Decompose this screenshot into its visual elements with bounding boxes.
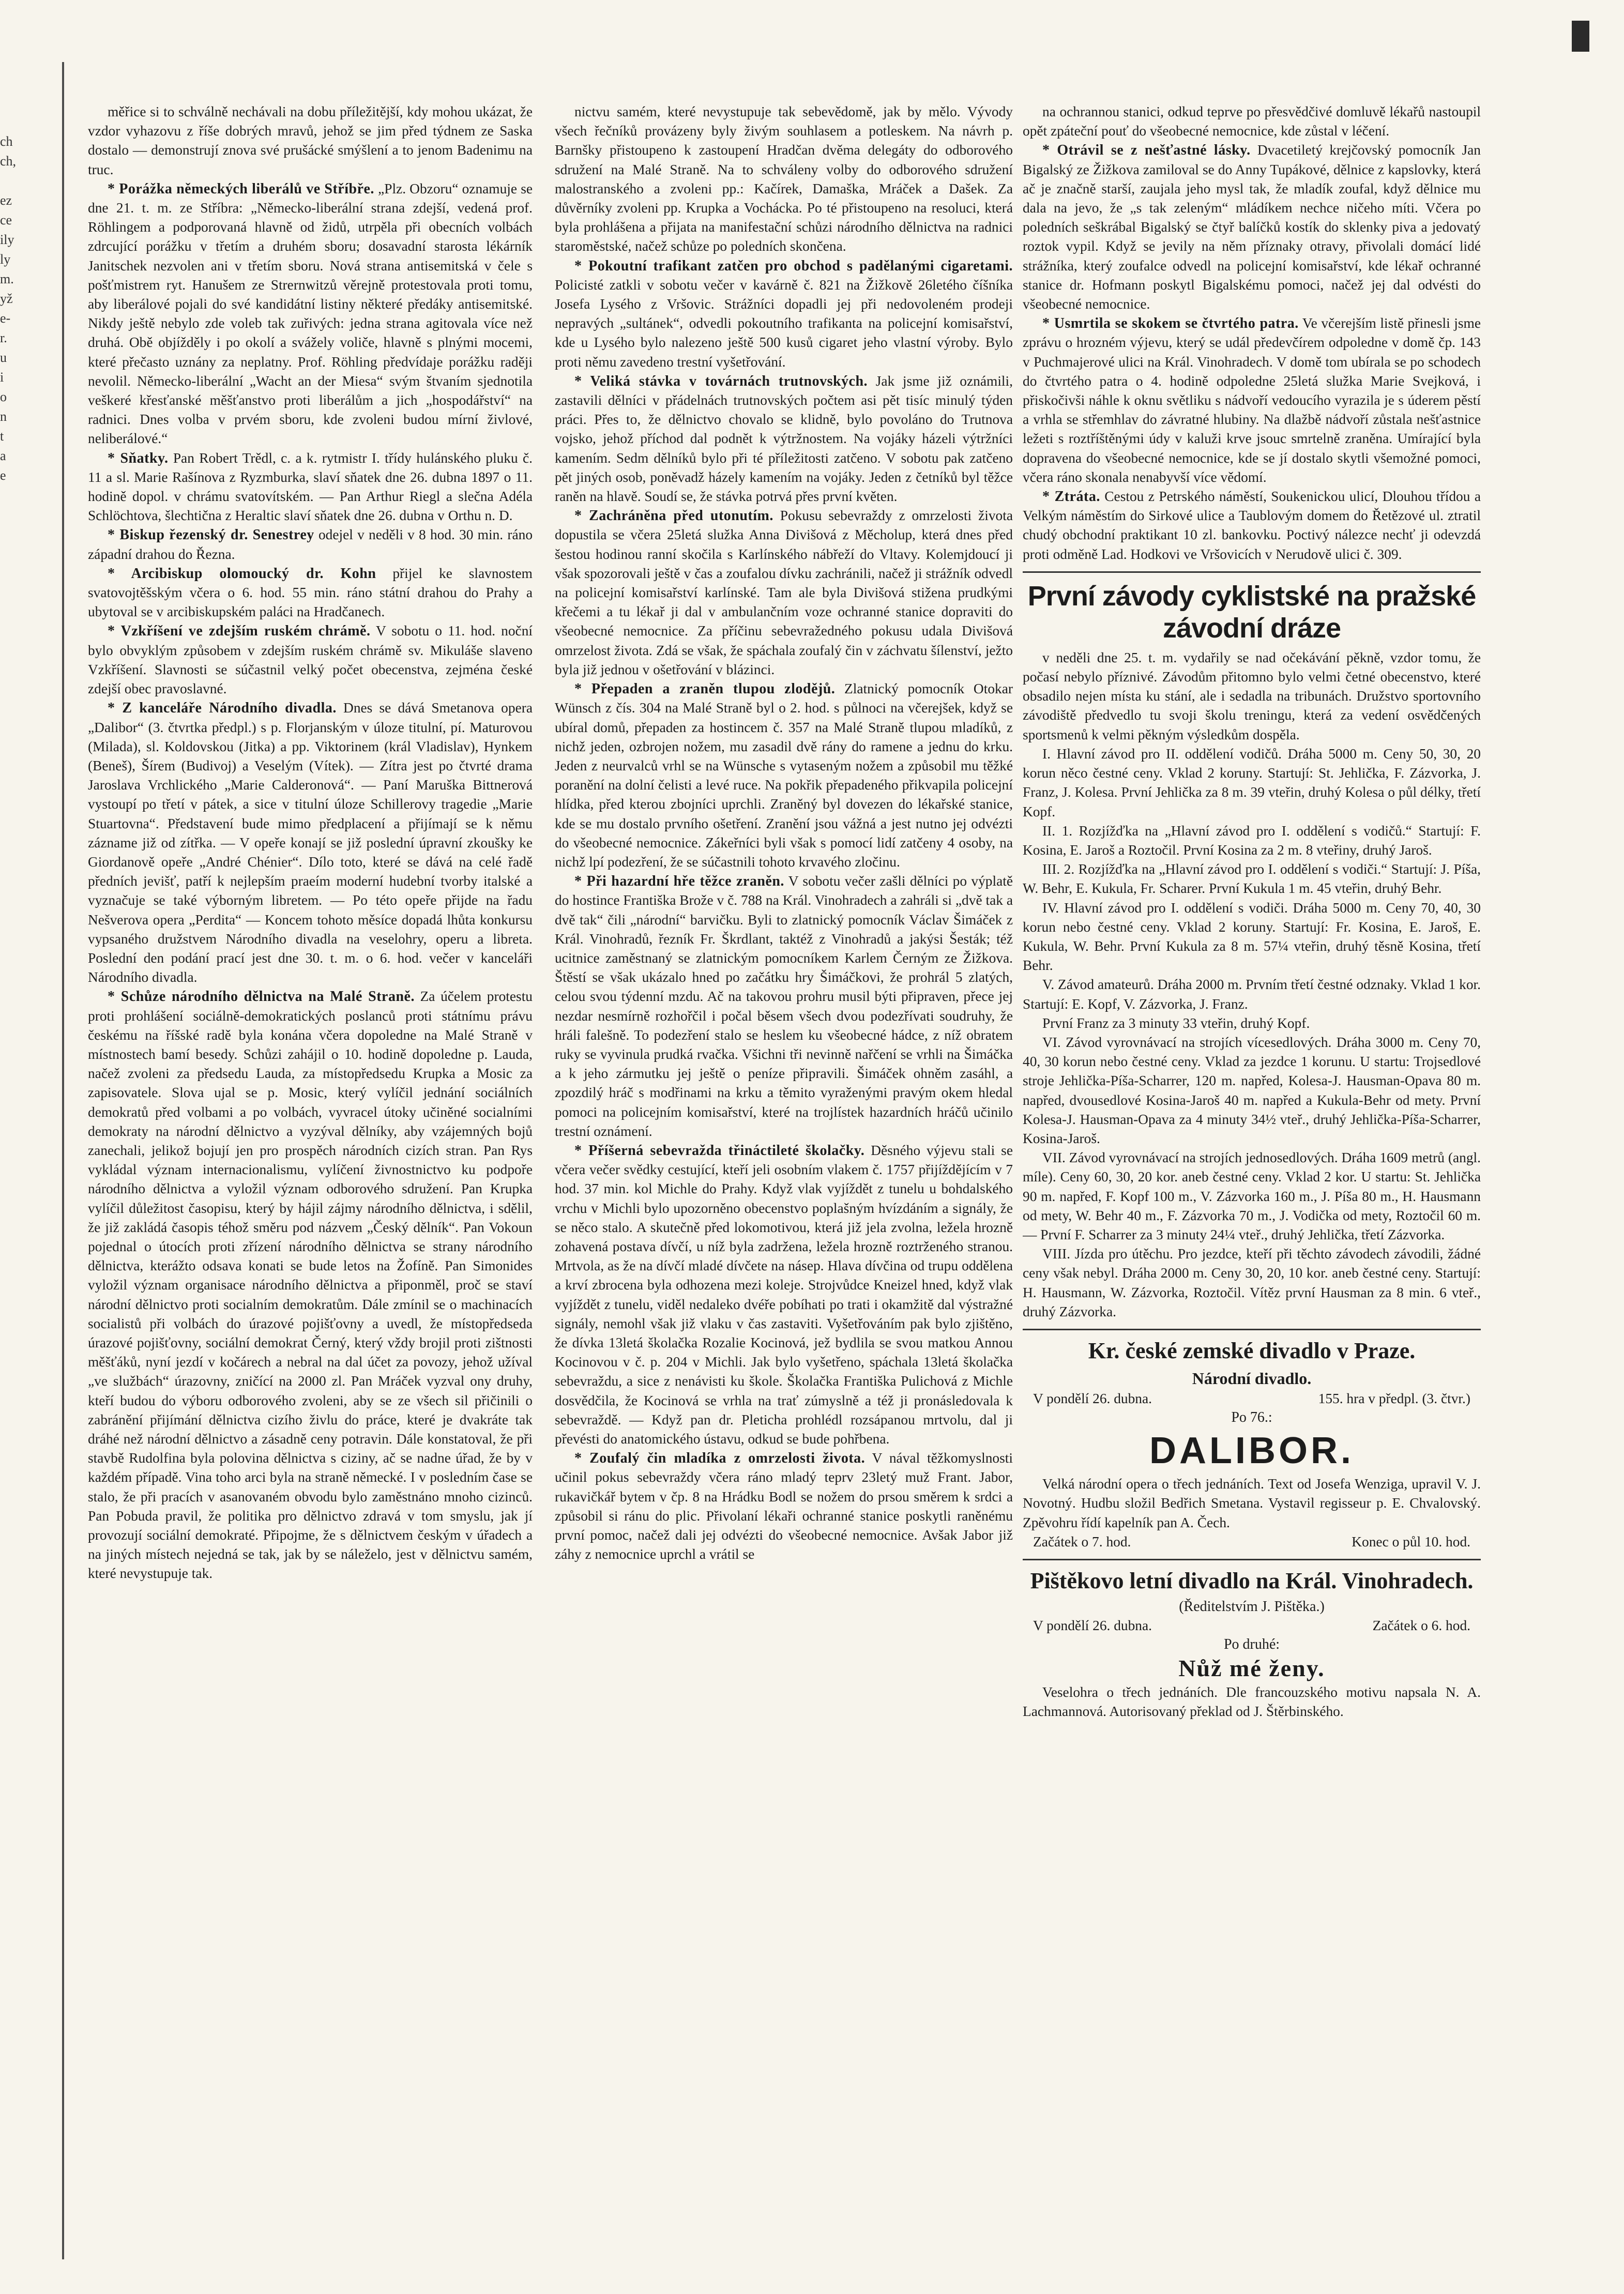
news-article — [555, 372, 1013, 506]
article-body: Dnes se dává Smetanova opera „Dalibor“ (3. čtvrtka předpl.) s p. Florjanským v úloze titulní, pí. Maturovou (Milada), sl. Koldovskou (Jitka) a pp. Viktorinem (král Vladislav), Hynkem (Beneš), Šírem (Budivoj) a Veselým (Vítek). — Zítra jest po čtvrté drama Jaroslava Vrchlického „Marie Calderonová“. — Paní Maruška Bittnerová vystoupí po třetí v pátek, a sice v titulní úloze Schillerovy tragedie „Marie Stuartovna“. Představení bude mimo předplacení a přijímají se k němu zázname již od zítřka. — V opeře konají se již poslední úpravní zkoušky ke Giordanově opeře „André Chénier“. Dílo toto, které se dává na celé řadě předních jevišť, patří k nejlepším praeím moderní hudební tvorby italské a vyznačuje se také výborným libretem. — Po této opeře přijde na řadu Nešverova opera „Perdita“ — Koncem tohoto měsíce dopadá lhůta konkursu vypsaného družstvem Národního divadla na veselohry, operu a libreta. Poslední den podání prací jest dne 30. t. m. o 6. hod. večer v kanceláři Národního divadla. — [88, 700, 533, 985]
summer-theatre-start: Začátek o 6. hod. — [1372, 1618, 1470, 1633]
opera-title: DALIBOR. — [1149, 1430, 1354, 1472]
article-paragraph — [1023, 102, 1481, 141]
news-article — [88, 621, 533, 698]
margin-fragment: u — [0, 350, 7, 365]
article-heading: * Zachráněna před utonutím. — [574, 508, 773, 524]
theatre-director: (Ředitelstvím J. Pištěka.) — [1179, 1599, 1325, 1615]
theatre-date: V pondělí 26. dubna. — [1033, 1390, 1152, 1406]
margin-fragment: o — [0, 389, 7, 404]
section-rule — [1023, 1329, 1481, 1330]
article-paragraph — [88, 102, 533, 179]
summer-theatre-title: Pištěkovo letní divadlo na Král. Vinohradech. — [1030, 1568, 1474, 1593]
margin-fragment: i — [0, 370, 4, 385]
margin-fragment — [0, 171, 21, 191]
article-heading: * Příšerná sebevražda třináctileté školačky. — [574, 1143, 864, 1159]
margin-fragment: r. — [0, 330, 7, 345]
theatre-time-row — [1023, 1532, 1481, 1552]
article-body: Dvacetiletý krejčovský pomocník Jan Bigalský ze Žižkova zamiloval se do Anny Tupákové, dělnice z kapslovky, která ač je značně starší, zaujala jeho mysl tak, že mladík zoufal, když dělnice mu dala na jevo, že „s tak zeleným“ mládíkem nechce ničeho míti. Včera po poledních seškrábal Bigalský se čtyř balíčků kostík do sklenky piva a jedovatý roztok vypil. Když se jevily na něm příznaky otravy, přivolali domácí lidé strážníka, který zoufalce odvedl na policejní komisařství, kde lékař ochranné stanice dr. Hofmann poskytl Bigalskému pomoci, načež jej dal odvésti do všeobecné nemocnice. — [1023, 142, 1481, 312]
margin-fragment: t — [0, 429, 4, 444]
news-article — [88, 987, 533, 1583]
article-paragraph — [1023, 1148, 1481, 1244]
article-body: První Franz za 3 minuty 33 vteřin, druhý Kopf. — [1042, 1015, 1310, 1031]
theatre-date-row — [1023, 1389, 1481, 1408]
article-paragraph — [1023, 860, 1481, 898]
article-body: VI. Závod vyrovnávací na strojích vícesedlových. Dráha 3000 m. Ceny 70, 40, 30 korun nebo čestné ceny. Vklad za jezdce 1 korunu. U startu: Trojsedlové stroje Jehlička-Píša-Scharrer, 120 m. napřed, Kolesa-J. Hausman-Opava 80 m. napřed, dvousedlové Kosina-Jaroš 40 m. napřed a Kukula-Behr od mety. První Kolesa-J. Hausman-Opava za 4 minuty 34½ vteř., druhý Jehlička-Píša-Scharrer, Kosina-Jaroš. — [1023, 1034, 1481, 1146]
previous-page-margin-fragments — [0, 132, 21, 607]
news-article — [1023, 314, 1481, 487]
summer-theatre-date: V pondělí 26. dubna. — [1033, 1618, 1152, 1633]
margin-fragment: a — [0, 448, 6, 463]
column-1 — [88, 102, 533, 2248]
article-body: V sobotu o 11. hod. noční bylo obvyklým způsobem v zdejším ruském chrámě sv. Mikuláše slaveno Vzkříšení. Slavnosti se súčastnil velký počet obecenstva, zejména české zdejší obec pravoslavné. — [88, 623, 533, 697]
margin-fragment: ch, — [0, 154, 17, 169]
gutter-rule — [62, 62, 64, 2259]
article-paragraph — [1023, 1244, 1481, 1321]
article-heading: * Biskup řezenský dr. Senestrey — [108, 527, 314, 543]
play-description: Veselohra o třech jednáních. Dle francouzského motivu napsala N. A. Lachmannová. Autorisovaný překlad od J. Štěrbinského. — [1023, 1684, 1481, 1720]
column-2 — [555, 102, 1013, 2248]
opera-description: Velká národní opera o třech jednáních. Text od Josefa Wenziga, upravil V. J. Novotný. Hudbu složil Bedřich Smetana. Vystavil regisseur p. E. Chvalovský. Zpěvohru řídí kapelník pan A. Čech. — [1023, 1476, 1481, 1530]
article-body: Cestou z Petrského náměstí, Soukenickou ulicí, Dlouhou třídou a Velkým náměstím do Sirkové ulice a Taublovým domem do Řetězové ul. ztratil chudý obchodní praktikant 10 zl. bankovku. Poctivý nálezce nechť ji odevzdá proti odměně Lad. Hodkovi ve Vršovicích v Nerudově ulici č. 309. — [1023, 489, 1481, 562]
article-body: V. Závod amateurů. Dráha 2000 m. Prvním třetí čestné odznaky. Vklad 1 kor. Startují: E. Kopf, V. Zázvorka, J. Franz. — [1023, 977, 1481, 1012]
article-body: v neděli dne 25. t. m. vydařily se nad očekávání pěkně, vzdor tomu, že počasí nebylo příznivé. Závodům přitomno bylo velmi četné obecenstvo, které obsadilo nejen místa ku stání, ale i sedadla na tribunách. Družstvo sportovního závodiště předvedlo tu svoji školu treningu, která za vedení osvědčených sportsmenů k velmi pěkným výsledkům dospěla. — [1023, 649, 1481, 742]
margin-fragment: e — [0, 468, 6, 483]
summer-theatre-date-row — [1023, 1616, 1481, 1635]
news-article — [555, 1449, 1013, 1564]
article-body: Ve včerejším listě přinesli jsme zprávu o hrozném výjevu, který se udál předevčírem odpoledne v domě čp. 143 v Puchmajerové ulici na Král. Vinohradech. V domě tom ubírala se po schodech do čtvrtého patra o 4. hodině odpoledne 25letá služka Marie Svejková, i přiskočivši náhle k oknu světliku s nádvoří vedoucího vyrazila je s úderem pěstí a vrhla se střemhlav do závratné hlubiny. Na dlažbě nádvoří zůstala nešťastnice ležeti s roztříštěnými údy v kaluži krve jsouc smrtelně zraněna. Umírající byla dopravena do všeobecné nemocnice, kde se jí dostalo skytli všemožné pomoci, včera ráno skonala nenabyvší více vědomí. — [1023, 315, 1481, 485]
article-heading: * Otrávil se z nešťastné lásky. — [1042, 142, 1251, 158]
news-article — [88, 179, 533, 449]
article-heading: * Schůze národního dělnictva na Malé Straně. — [108, 989, 415, 1005]
news-article — [555, 679, 1013, 872]
article-body: Pan Robert Trědl, c. a k. rytmistr I. třídy hulánského pluku č. 11 a sl. Marie Rašínova z Ryzmburka, slaví sňatek dne 26. dubna 1897 o 11. hodině dopol. v chrámu svatovítském. — Pan Arthur Riegl a slečna Adéla Schlöchtova, šlechtična z Heraltic slaví sňatek dne 26. dubna v Orthu n. D. — [88, 450, 533, 524]
start-time: Začátek o 7. hod. — [1033, 1533, 1131, 1549]
article-body: III. 2. Rozjížďka na „Hlavní závod pro I. oddělení s vodiči.“ Startují: J. Píša, W. Behr, E. Kukula, Fr. Scharer. První Kukula 1 m. 45 vteřin, druhý Behr. — [1023, 861, 1481, 897]
end-time: Konec o půl 10. hod. — [1352, 1533, 1470, 1549]
play-title: Nůž mé ženy. — [1178, 1655, 1325, 1682]
margin-fragment: yž — [0, 291, 13, 306]
news-article — [555, 256, 1013, 372]
section-rule — [1023, 571, 1481, 573]
article-heading: * Usmrtila se skokem se čtvrtého patra. — [1042, 315, 1299, 331]
news-article — [1023, 141, 1481, 314]
article-heading: * Ztráta. — [1042, 489, 1100, 505]
margin-fragment: m. — [0, 271, 14, 286]
article-body: VII. Závod vyrovnávací na strojích jednosedlových. Dráha 1609 metrů (angl. míle). Ceny 60, 30, 20 kor. aneb čestné ceny. Vklad 2 kor. U startu: St. Jehlička 90 m. napřed, F. Kopf 100 m., V. Zázvorka 160 m., J. Píša 80 m., H. Hausmann od mety, W. Behr 40 m., F. Zázvorka 70 m., J. Vodička od mety, Roztočil 60 m. — První F. Scharrer za 3 minuty 24¼ vteř., druhý Jehlička, třetí Zázvorka. — [1023, 1150, 1481, 1242]
article-heading: * Sňatky. — [108, 450, 168, 466]
article-paragraph — [1023, 975, 1481, 1013]
article-body: Policisté zatkli v sobotu večer v kavárně č. 821 na Žižkově 26letého číšníka Josefa Lysého z Vršovic. Strážníci dopadli jej při nedovoleném prodeji nepravých „sultánek“, odvedli pokoutního trafikanta na policejní komisařství, kde u Lysého bylo nalezeno ještě 500 kusů cigaret jeho vlastní výroby. Bylo proti němu zavedeno trestní vyšetřování. — [555, 277, 1013, 370]
article-body: Děsného výjevu stali se včera večer svědky cestující, kteří jeli osobním vlakem č. 1757 přijíždějícím v 7 hod. 37 min. kol Michle do Prahy. Když vlak vyjíždět z tunelu u bohdalského vrchu v Michli bylo upozorněno obecenstvo poplašným hvízdáním a signály, že se něco stalo. A skutečně před lokomotivou, která již jela zvolna, ležela hrozně zohavená postava dívčí, u níž byla zadržena, ležela hrozně roztrženého stranou. Mrtvola, as že na dívčí mladé dívčete na násep. Hlava dívčina od trupu oddělena a krví zbrocena byla odhozena mezi koleje. Strojvůdce Kneizel hned, když vlak vyjíždět z tunelu, viděl nedaleko dvéře pobíhati po trati i okamžitě dal výstražné signály, nemohl však již vlaku v čas zastaviti. Vyšetřováním pak bylo zjištěno, že dívka 13letá školačka Rozalie Kocinová, jež bydlila se svou matkou Annou Kocinovou v č. p. 204 v Michli. Jak bylo vyšetřeno, spáchala 13letá školačka sebevraždu, a sice z nenávisti ku škole. Školačka Františka Pulichová z Michle dosvědčila, že Kocinová se vrhla na trať zúmyslně a též ji pronásledovala k sebevraždě. — Když pan dr. Pleticha prohlédl rozsápanou mrtvolu, dal ji převésti do anatomického ústavu, odkud se bude pohřbena. — [555, 1142, 1013, 1447]
margin-fragment: ce — [0, 212, 12, 227]
article-body: I. Hlavní závod pro II. oddělení vodičů. Dráha 5000 m. Ceny 50, 30, 20 korun něco čestné ceny. Vklad 2 koruny. Startují: St. Jehlička, F. Zázvorka, J. Franz, J. Kolesa. První Jehlička za 8 m. 39 vteřin, druhý Kolesa o půl délky, třetí Kopf. — [1023, 746, 1481, 819]
article-heading: * Při hazardní hře těžce zraněn. — [574, 873, 784, 889]
news-article — [555, 872, 1013, 1141]
article-body: IV. Hlavní závod pro I. oddělení s vodiči. Dráha 5000 m. Ceny 70, 40, 30 korun nebo čestné ceny. Vklad 2 koruny. Startují: Fr. Kosina, E. Jaroš, E. Kukula, W. Behr. První Kukula za 8 m. 57¼ vteřin, druhý těsně Kosina, třetí Behr. — [1023, 900, 1481, 974]
margin-fragment: e- — [0, 311, 11, 326]
article-heading: * Porážka německých liberálů ve Stříbře. — [108, 181, 374, 197]
margin-fragment: ly — [0, 252, 11, 267]
margin-fragment: ez — [0, 193, 12, 208]
article-body: nictvu samém, které nevystupuje tak sebevědomě, jak by mělo. Vývody všech řečníků provázeny byly živým souhlasem a potleskem. Na návrh p. Barnšky přistoupeno k zastoupení Hradčan dvěma delegáty do odborového sdružení na Malé Straně. Na to schváleny volby do odborového sdružení malostranského a zvoleni pp.: Kačírek, Damaška, Mráček a Dašek. Za důvěrníky zvoleni pp. Krupka a Vochácka. Po té přistoupeno na resoluci, která byla prohlášena a přijata na manifestační schůzi národního dělnictva na radnici staroměstské, načež schůze po poledních skončena. — [555, 104, 1013, 254]
margin-fragment: ch — [0, 134, 13, 149]
article-body: Za účelem protestu proti prohlášení sociálně-demokratických poslanců proti státnímu právu českému na říšské radě byla konána včera dopoledne na Malé Straně v místnostech bamí besedy. Schůzi zahájil o 10. hodině dopoledne p. Lauda, načež zvoleni za předsedu Lauda, za místopředsedu Krupka a Mosic za zapisovatele. Slova ujal se p. Mosic, který vylíčil jednání sociálních demokratů před volbami a po volbách, vyvracel útoky učiněné socialními demokraty na národní dělnictvo a vyzýval dělníky, aby vzájemných bojů zanechali, jelikož bojují jen pro prospěch národních cizích stran. Pan Rys vykládal význam internacionalismu, vylíčení živnostnictvo ku podpoře národního dělnictva a vyložil význam odborového sdružení. Pan Krupka vylíčil důležitost časopisu, který by hájil zájmy národního dělnictva, i sdělil, že již zakládá časopis téhož směru pod názvem „Český dělník“. Pan Vokoun pojednal o útocích proti zřízení národního dělnictva se strany národního dělnictva, kterážto odsava konati se bude letos na Žofíně. Pan Simonides vyložil význam organisace národního dělnictva a připonměl, proč se staví národní dělnictvo proti socialním demokratům. Dále zmínil se o machinacích socialistů při volbách do úrazové pojišťovny a uvedl, že místopředseda úrazové pojišťovny, sociální demokrat Černý, který vždy brojil proti zištnosti měšťáků, nyní jezdí v kočárech a nebral na dal účet za povozy, jehož užíval „ve službách“ úrazovny, zničící na 2000 zl. Pan Mráček vyzval ony druhy, kteří budou do výboru odborového zvoleni, aby se ze všech sil přičinili o zabránění přijímání dělnictva cizího živlu do práce, které je dvakráte tak dráhé než národní dělnictvo a zásadně ceny potravin. Dále konstatoval, že při stavbě Rudolfina byla polovina dělnictva s ciziny, ač se nadne úřad, že by v každém případě. Vina toho arci byla na straně německé. I v posledním čase se stalo, že při pracích v asanovaném obvodu bylo zaměstnáno mnoho cizinců. Pan Pobuda pravil, že politika pro dělnictvo zdravá v tom smyslu, jak jí provozují sociální demokraté. Připojme, že s dělnictvem českým v úřadech a na jiných místech nejedná se tak, jak by se náleželo, jest v dělnictvu samém, které nevystupuje tak. — [88, 989, 533, 1582]
theatre-title: Kr. české zemské divadlo v Praze. — [1088, 1338, 1416, 1363]
article-heading: * Zoufalý čin mladíka z omrzelosti života. — [574, 1450, 865, 1466]
article-paragraph — [1023, 822, 1481, 860]
repeat-label: Po druhé: — [1223, 1636, 1280, 1653]
article-heading: * Z kanceláře Národního divadla. — [108, 700, 337, 716]
margin-fragment: n — [0, 409, 7, 424]
article-body: na ochrannou stanici, odkud teprve po přesvědčivé domluvě lékařů nastoupil opět zpáteční pouť do všeobecné nemocnice, kde zůstal v léčení. — [1023, 104, 1481, 139]
article-paragraph — [1023, 745, 1481, 822]
article-paragraph — [1023, 648, 1481, 745]
performance-number: Po 76.: — [1231, 1409, 1272, 1426]
article-body: II. 1. Rozjížďka na „Hlavní závod pro I. oddělení s vodičů.“ Startují: F. Kosina, E. Jaroš a Roztočil. První Kosina za 2 m. 8 vteřiny, druhý Jaroš. — [1023, 823, 1481, 858]
article-heading: * Pokoutní trafikant zatčen pro obchod s padělanými cigaretami. — [574, 258, 1013, 274]
news-article — [555, 506, 1013, 679]
article-body: odejel v neděli v 8 hod. 30 min. ráno západní drahou do Řezna. — [88, 527, 533, 562]
news-article — [1023, 487, 1481, 564]
page-corner-mark — [1572, 21, 1589, 52]
margin-fragment: ily — [0, 232, 14, 247]
article-paragraph — [1023, 1014, 1481, 1033]
cycling-headline: První závody cyklistské na pražské závodní dráze — [1027, 580, 1476, 644]
section-rule — [1023, 1559, 1481, 1560]
news-article — [88, 449, 533, 526]
column-3 — [1023, 102, 1481, 2248]
article-body: V sobotu večer zašli dělníci po výplatě do hostince Františka Brože v č. 788 na Král. Vinohradech a zahráli si „dvě tak a dvě tak“ čili „národní“ barvičku. Byli to zlatnický pomocník Václav Šimáček z Král. Vinohradů, řezník Fr. Škrdlant, taktéž z Vinohradů a jakýsi Šesták; též ucitnice zaměstnaný se zlatnickým pomocníkem Karlem Černým ze Žižkova. Štěstí se však ukázalo hned po začátku hry Šimáčkovi, že prohrál 5 zlatých, celou svou týdenní mzdu. Ač na takovou prohru musil býti připraven, přece jej nezdar nesmírně rozhořčil i počal běsem všech dvou podezřívati soudruhy, že hráli falešně. To podezření stalo se heslem ku všeobecné hádce, z níž obratem ruky se vyvinula prudká rvačka. Všichni tři nevinně nařčení se vrhli na Šimáčka a k jeho zármutku jej ještě o peníze připravili. Šimáček ohněm zasáhl, a zpozdilý hráč s modřinami na krku a těmito vyraženými pravým okem hledal pomoci na policejním komisařství, které na trojlístek hazardních hráčů učinilo trestní oznámení. — [555, 873, 1013, 1139]
article-heading: * Veliká stávka v továrnách trutnovských. — [574, 373, 868, 389]
article-body: Zlatnický pomocník Otokar Wünsch z čís. 304 na Malé Straně byl o 2. hod. s půlnoci na včerejšek, když se ubíral domů, přepaden za hostincem č. 357 na Malé Straně tlupou mladíků, z nichž jeden, ozbrojen nožem, mu zasadil dvě rány do ramene a jednu do krku. Jeden z neurvalců vrhl se na Wünsche s vytaseným nožem a způsobil mu těžké poranění na dolní čelisti a levé ruce. Na pokřik přepadeného přikvapila policejní hlídka, před kterou zbojníci uprchli. Zraněný byl dovezen do lékařské stanice, kde se mu dostalo prvního ošetření. Zranění jsou vážná a jest nutno jej odvézti do všeobecné nemocnice. Zákeřníci byli však s pomocí lidí zatčeny 4 osoby, na nichž lpí podezření, že se súčastnili tohoto krvavého zločinu. — [555, 681, 1013, 870]
article-body: V nával těžkomyslnosti učinil pokus sebevraždy včera ráno mladý teprv 23letý muž Frant. Jabor, rukavičkář bytem v čp. 8 na Hrádku Bodl se nožem do prsou směrem k srdci a způsobil si ránu do plic. Přivolaní lékaři ochranné stanice poskytli raněnému první pomoc, načež dali jej odvézti do všeobecné nemocnice. Avšak Jabor již záhy z nemocnice uprchl a vrátil se — [555, 1450, 1013, 1562]
article-body: Pokusu sebevraždy z omrzelosti života dopustila se včera 25letá služka Anna Divišová z Měcholup, která dnes před šestou hodinou ranní skočila s Karlínského nábřeží do Vltavy. Kolemjdoucí ji však spozorovali ještě v čas a zoufalou dívku zachránili, načež ji strážník odvedl na policejní komisařství karlínské. Tam ale byla Divišová stižena prudkými křečemi a tu lékař ji dal v ambulančním voze ochranné stanice dopraviti do všeobecné nemocnice. Za příčinu sebevražedného pokusu udala Divišová omrzelost života. Zdá se však, že spáchala zoufalý čin v záchvatu šílenství, ježto byla již jednou v ošetřování v blázinci. — [555, 508, 1013, 677]
theatre-subtitle: Národní divadlo. — [1192, 1369, 1312, 1388]
article-body: VIII. Jízda pro útěchu. Pro jezdce, kteří při těchto závodech závodili, žádné ceny však nebyl. Dráha 2000 m. Ceny 30, 20, 10 kor. aneb čestné ceny. Startují: H. Hausmann, W. Zázvorka, Roztočil. Vítěz první Hausman za 8 min. 6 vteř., druhý Zázvorka. — [1023, 1246, 1481, 1319]
article-paragraph — [1023, 1033, 1481, 1148]
article-body: „Plz. Obzoru“ oznamuje se dne 21. t. m. ze Stříbra: „Německo-liberální strana zdejší, vedená prof. Röhlingem a podporovaná hlavně od židů, utrpěla při obecních volbách zdrcující porážku v třetím a druhém sboru; dosavadní starosta lékárník Janitschek nezvolen ani v třetím sboru. Nová strana antisemitská v čele s pošťmistrem ryt. Hanušem ze Strernwitzů věrejně protestovala proti tomu, aby liberálové pojali do své kandidátní listiny některé předáky antisemitské. Nikdy ještě nebylo zde voleb tak zuřivých: jedna strana agitovala více než druhá. Obě objížděly i po okolí a svážely voliče, hlavně s plnými mocemi, které přečasto uznány za neplatny. Prof. Röhling předvídaje porážku raději nevolil. Německo-liberální „Wacht an der Miesa“ svým štvaním sjednotila veškeré křesťanské měšťanstvo proti liberálům a jich „hospodářství“ na radnici. Dnes volba v prvém sboru, kde zvoleni budou mírní živlové, neliberálové.“ — [88, 180, 533, 447]
article-paragraph — [555, 102, 1013, 256]
article-heading: * Vzkříšení ve zdejším ruském chrámě. — [108, 623, 370, 639]
theatre-subscription: 155. hra v předpl. (3. čtvr.) — [1318, 1390, 1470, 1406]
news-article — [88, 564, 533, 622]
article-paragraph — [1023, 899, 1481, 976]
article-heading: * Přepaden a zraněn tlupou zlodějů. — [574, 681, 835, 697]
news-article — [88, 525, 533, 564]
article-heading: * Arcibiskup olomoucký dr. Kohn — [108, 566, 376, 582]
news-article — [88, 698, 533, 987]
article-body: měřice si to schválně nechávali na dobu příležitější, kdy mohou ukázat, že vzdor vyhazovu z říše dobrých mravů, jehož se jim před týdnem ze Saska dostalo — demonstrují znova své prušácké smýšlení a to jenom Badenimu na truc. — [88, 104, 533, 177]
article-body: Jak jsme již oznámili, zastavili dělníci v přádelnách trutnovských počtem asi pět tisíc minulý týden práci. Přes to, že dělnictvo chovalo se klidně, bylo povoláno do Trutnova vojsko, jehož příchod dal podnět k výtržnostem. Na vojáky házeli výtržníci kamením. Sedm dělníků bylo při té příležitosti zatčeno. V sobotu pak zatčeno pět jiných osob, poněvadž házely kamením na vojáky. Jeden z četníků byl těžce raněn na hlavě. Soudí se, že stávka potrvá přes první květen. — [555, 373, 1013, 505]
article-body: přijel ke slavnostem svatovojtěšským včera o 6. hod. 55 min. ráno státní drahou do Prahy a ubytoval se v arcibiskupském paláci na Hradčanech. — [88, 565, 533, 620]
news-article — [555, 1141, 1013, 1449]
